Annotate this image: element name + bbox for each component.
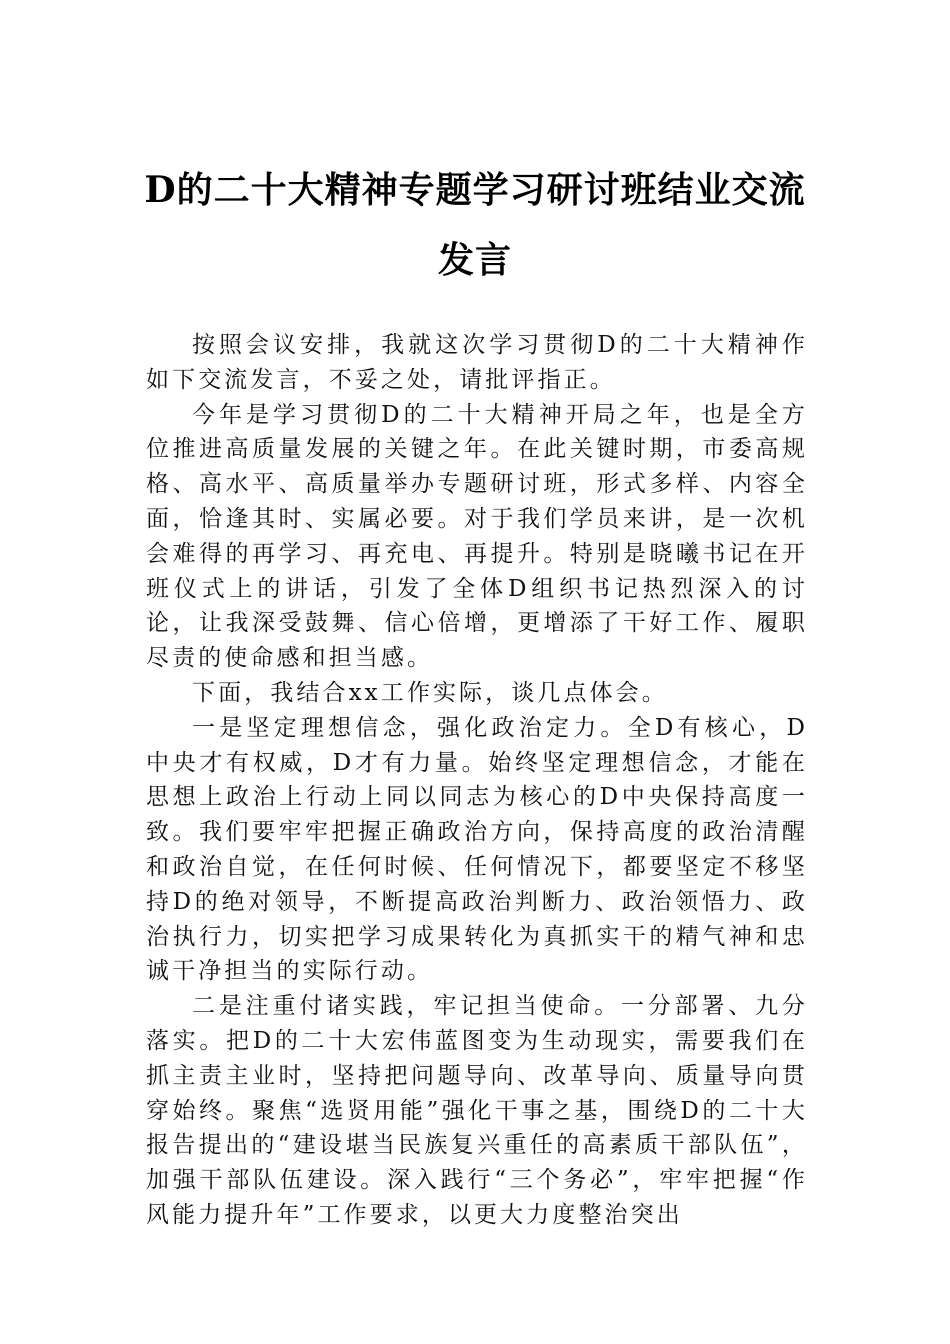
document-title-line-2: 发言 bbox=[437, 239, 512, 281]
document-body bbox=[146, 328, 808, 1233]
paragraph-point-one: 一是坚定理想信念，强化政治定力。全D有核心，D中央才有权威，D才有力量。始终坚定理想信念，才能在思想上政治上行动上同以同志为核心的D中央保持高度一致。我们要牢牢把握正确政治方向，保持高度的政治清醒和政治自觉，在任何时候、任何情况下，都要坚定不移坚持D的绝对领导，不断提高政治判断力、政治领悟力、政治执行力，切实把学习成果转化为真抓实干的精气神和忠诚干净担当的实际行动。 bbox=[146, 714, 808, 985]
document-title-line-1: D的二十大精神专题学习研讨班结业交流 bbox=[144, 169, 806, 211]
paragraph-intro: 按照会议安排，我就这次学习贯彻D的二十大精神作如下交流发言，不妥之处，请批评指正。 bbox=[146, 332, 808, 393]
paragraph-background: 今年是学习贯彻D的二十大精神开局之年，也是全方位推进高质量发展的关键之年。在此关键时期，市委高规格、高水平、高质量举办专题研讨班，形式多样、内容全面，恰逢其时、实属必要。对于我们学员来讲，是一次机会难得的再学习、再充电、再提升。特别是晓曦书记在开班仪式上的讲话，引发了全体D组织书记热烈深入的讨论，让我深受鼓舞、信心倍增，更增添了干好工作、履职尽责的使命感和担当感。 bbox=[146, 401, 808, 672]
paragraph-transition: 下面，我结合xx工作实际，谈几点体会。 bbox=[192, 679, 668, 706]
paragraph-point-two: 二是注重付诸实践，牢记担当使命。一分部署、九分落实。把D的二十大宏伟蓝图变为生动现实，需要我们在抓主责主业时，坚持把问题导向、改革导向、质量导向贯穿始终。聚焦“选贤用能”强化干事之基，围绕D的二十大报告提出的“建设堪当民族复兴重任的高素质干部队伍”，加强干部队伍建设。深入践行“三个务必”，牢牢把握“作风能力提升年”工作要求，以更大力度整治突出 bbox=[146, 993, 808, 1228]
